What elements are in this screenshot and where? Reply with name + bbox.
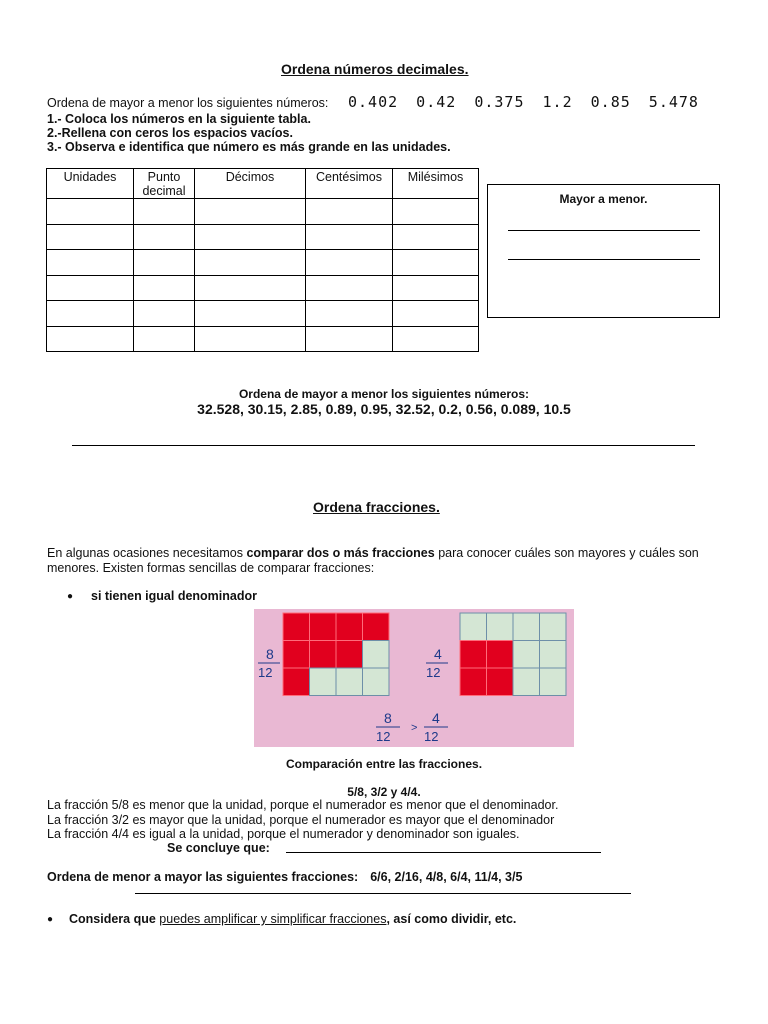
table-cell[interactable] [195,326,306,352]
right-numerator: 4 [434,646,442,662]
order-answer-box [487,184,720,318]
left-fraction-grid [283,613,389,696]
table-cell[interactable] [134,275,195,301]
table-cell[interactable] [134,224,195,250]
filled-grid-cell [283,613,310,641]
table-row [47,275,479,301]
table-cell[interactable] [195,301,306,327]
empty-grid-cell [540,613,567,641]
bullet-consider [69,912,516,926]
bullet-icon: ● [67,591,74,602]
step-2: 2.-Rellena con ceros los espacios vacíos. [47,126,293,140]
statement-1: La fracción 5/8 es menor que la unidad, porque el numerador es menor que el denominador. [47,798,559,812]
table-cell[interactable] [47,199,134,225]
order-values: 6/6, 2/16, 4/8, 6/4, 11/4, 3/5 [370,870,523,884]
empty-grid-cell [460,613,487,641]
table-row [47,301,479,327]
order-fractions-instruction [47,870,522,884]
table-cell[interactable] [47,275,134,301]
filled-grid-cell [336,641,363,669]
table-cell[interactable] [134,301,195,327]
order-label: Ordena de menor a mayor las siguientes fracciones: [47,870,359,884]
table-cell[interactable] [47,326,134,352]
step-1: 1.- Coloca los números en la siguiente tabla. [47,112,311,126]
decimal-numbers-2: 32.528, 30.15, 2.85, 0.89, 0.95, 32.52, 0.2, 0.56, 0.089, 10.5 [197,401,571,417]
section-title-fractions: Ordena fracciones. [313,499,440,515]
filled-grid-cell [310,613,337,641]
table-cell[interactable] [306,301,393,327]
header-decimos: Décimos [195,169,306,199]
left-denominator: 12 [258,665,273,680]
table-cell[interactable] [306,199,393,225]
decimals-instruction-2: Ordena de mayor a menor los siguientes números: [238,387,530,401]
filled-grid-cell [363,613,390,641]
empty-grid-cell [363,668,390,696]
header-unidades: Unidades [47,169,134,199]
compare-right-denominator: 12 [424,729,439,744]
fractions-paragraph-line2: menores. Existen formas sencillas de comparar fracciones: [47,561,375,575]
empty-grid-cell [363,641,390,669]
table-row [47,224,479,250]
filled-grid-cell [283,641,310,669]
header-centesimos: Centésimos [306,169,393,199]
table-cell[interactable] [393,224,479,250]
filled-grid-cell [487,668,514,696]
para-bold-text: comparar dos o más fracciones [246,546,435,560]
left-numerator: 8 [266,646,274,662]
empty-grid-cell [540,641,567,669]
filled-grid-cell [336,613,363,641]
bullet2-underlined-text: puedes amplificar y simplificar fracciones [159,912,387,926]
empty-grid-cell [540,668,567,696]
greater-than-sign: > [411,722,418,734]
answer-line[interactable] [286,852,601,853]
section-title-decimals: Ordena números decimales. [281,61,469,77]
fraction-comparison-figure [254,609,574,747]
empty-grid-cell [513,613,540,641]
statement-3: La fracción 4/4 es igual a la unidad, porque el numerador y denominador son iguales. [47,827,520,841]
table-cell[interactable] [393,199,479,225]
step-3: 3.- Observa e identifica que número es más grande en las unidades. [47,140,451,154]
header-punto-decimal: Punto decimal [134,169,195,199]
table-cell[interactable] [195,199,306,225]
table-cell[interactable] [393,250,479,276]
empty-grid-cell [310,668,337,696]
header-milesimos: Milésimos [393,169,479,199]
empty-grid-cell [487,613,514,641]
table-row [47,326,479,352]
table-cell[interactable] [47,250,134,276]
empty-grid-cell [336,668,363,696]
order-box-title: Mayor a menor. [559,192,648,206]
intro-text: Ordena de mayor a menor los siguientes números: [47,96,329,110]
bullet2-text: , así como dividir, etc. [386,912,517,926]
bullet-icon: ● [47,914,54,925]
conclude-label: Se concluye que: [167,841,270,855]
table-row [47,250,479,276]
table-cell[interactable] [47,224,134,250]
filled-grid-cell [460,641,487,669]
place-value-table [46,168,479,352]
table-cell[interactable] [134,326,195,352]
filled-grid-cell [283,668,310,696]
table-cell[interactable] [306,224,393,250]
right-fraction-grid [460,613,566,696]
bullet2-text: Considera que [69,912,160,926]
compare-left-numerator: 8 [384,710,392,726]
empty-grid-cell [513,668,540,696]
table-cell[interactable] [195,275,306,301]
figure-caption: Comparación entre las fracciones. [285,757,483,771]
table-cell[interactable] [134,199,195,225]
table-cell[interactable] [393,275,479,301]
answer-line[interactable] [508,230,700,231]
answer-line[interactable] [72,445,695,446]
table-cell[interactable] [195,250,306,276]
compare-right-numerator: 4 [432,710,440,726]
table-cell[interactable] [393,326,479,352]
answer-line[interactable] [508,259,700,260]
filled-grid-cell [487,641,514,669]
table-cell[interactable] [195,224,306,250]
statement-2: La fracción 3/2 es mayor que la unidad, porque el numerador es mayor que el denominador [47,813,555,827]
table-cell[interactable] [47,301,134,327]
fractions-list: 5/8, 3/2 y 4/4. [347,785,421,799]
table-row [47,199,479,225]
table-cell[interactable] [306,275,393,301]
para-text: En algunas ocasiones necesitamos [47,546,247,560]
table-header-row [47,169,479,199]
answer-line[interactable] [135,893,631,894]
para-text: para conocer cuáles son mayores y cuáles son [434,546,699,560]
decimal-numbers: 0.402 0.42 0.375 1.2 0.85 5.478 [348,93,699,111]
right-denominator: 12 [426,665,441,680]
empty-grid-cell [513,641,540,669]
filled-grid-cell [460,668,487,696]
table-cell[interactable] [393,301,479,327]
filled-grid-cell [310,641,337,669]
table-cell[interactable] [306,326,393,352]
decimals-intro [47,96,328,110]
table-cell[interactable] [134,250,195,276]
compare-left-denominator: 12 [376,729,391,744]
table-cell[interactable] [306,250,393,276]
bullet-same-denominator: si tienen igual denominador [91,589,257,603]
fractions-paragraph-line1 [47,546,699,560]
